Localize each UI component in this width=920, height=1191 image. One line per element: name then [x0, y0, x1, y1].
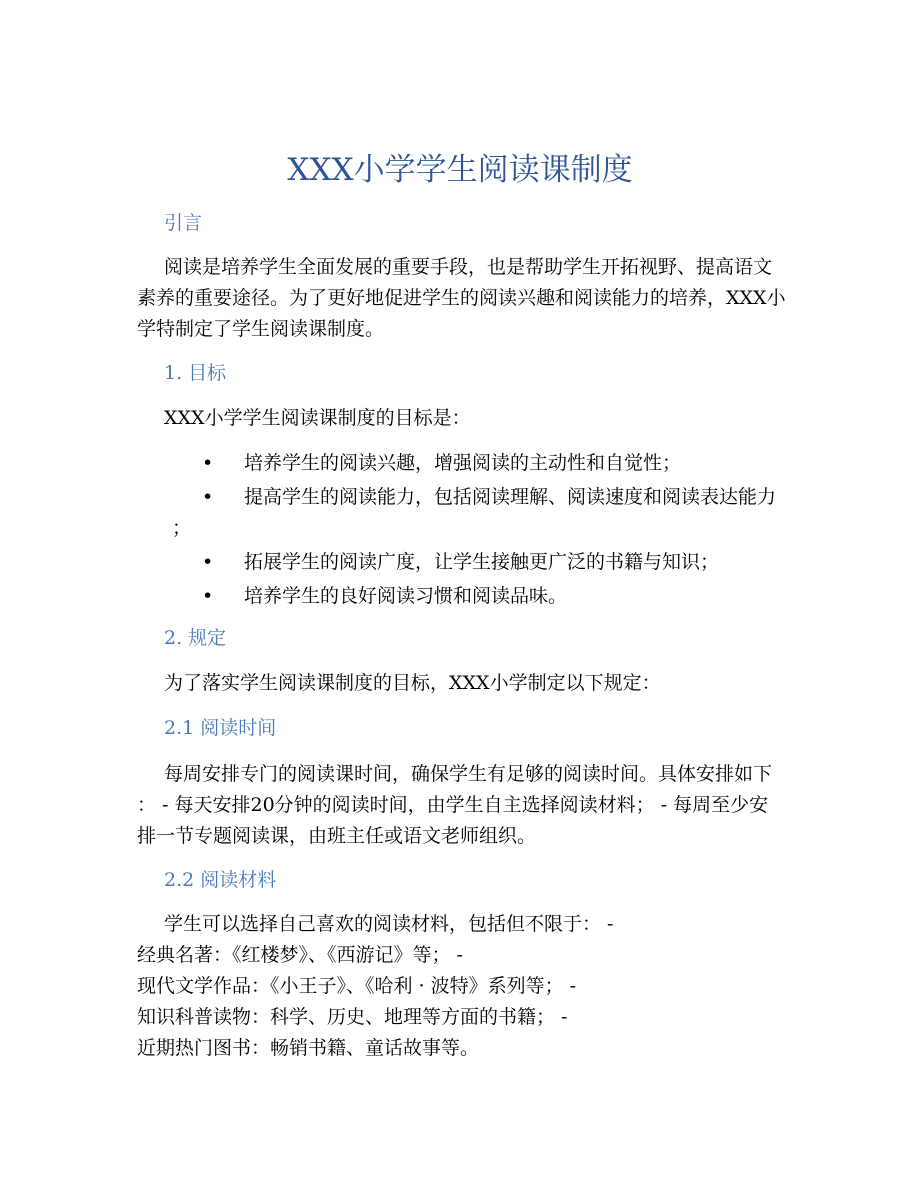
materials-line: 知识科普读物：科学、历史、地理等方面的书籍； -	[137, 1006, 568, 1028]
bullet-icon: •	[202, 551, 214, 573]
reading-materials-paragraph	[137, 909, 797, 1064]
rules-lead: 为了落实学生阅读课制度的目标，XXX小学制定以下规定：	[164, 672, 661, 694]
goals-lead: XXX小学学生阅读课制度的目标是：	[164, 407, 471, 429]
list-item	[172, 448, 792, 479]
reading-time-paragraph: 每周安排专门的阅读课时间，确保学生有足够的阅读时间。具体安排如下： - 每天安排20分钟的阅读时间，由学生自主选择阅读材料； - 每周至少安排一节专题阅读课，由班主任或语文老师组织。	[137, 763, 773, 847]
heading-reading-time: 2.1 阅读时间	[164, 717, 277, 739]
list-item	[172, 547, 792, 578]
intro-paragraph: 阅读是培养学生全面发展的重要手段，也是帮助学生开拓视野、提高语文素养的重要途径。为了更好地促进学生的阅读兴趣和阅读能力的培养，XXX小学特制定了学生阅读课制度。	[137, 256, 786, 340]
materials-line: 经典名著：《红楼梦》、《西游记》等； -	[137, 944, 463, 966]
bullet-icon: •	[202, 452, 214, 474]
bullet-icon: •	[202, 486, 214, 508]
goals-list	[172, 448, 792, 612]
list-item-text: 提高学生的阅读能力，包括阅读理解、阅读速度和阅读表达能力；	[172, 486, 777, 539]
heading-reading-materials: 2.2 阅读材料	[164, 869, 277, 891]
list-item-text: 拓展学生的阅读广度，让学生接触更广泛的书籍与知识；	[244, 551, 720, 573]
list-item	[172, 482, 792, 544]
list-item-text: 培养学生的良好阅读习惯和阅读品味。	[244, 585, 568, 607]
heading-goals: 1. 目标	[164, 362, 227, 384]
heading-rules: 2. 规定	[164, 627, 227, 649]
bullet-icon: •	[202, 585, 214, 607]
list-item-text: 培养学生的阅读兴趣，增强阅读的主动性和自觉性；	[244, 452, 682, 474]
materials-line: 学生可以选择自己喜欢的阅读材料，包括但不限于： -	[164, 913, 614, 935]
document-title: XXX小学学生阅读课制度	[287, 152, 633, 188]
list-item	[172, 581, 792, 612]
heading-intro: 引言	[164, 212, 203, 234]
materials-line: 近期热门图书：畅销书籍、童话故事等。	[137, 1037, 480, 1059]
materials-line: 现代文学作品：《小王子》、《哈利 · 波特》系列等； -	[137, 975, 577, 997]
